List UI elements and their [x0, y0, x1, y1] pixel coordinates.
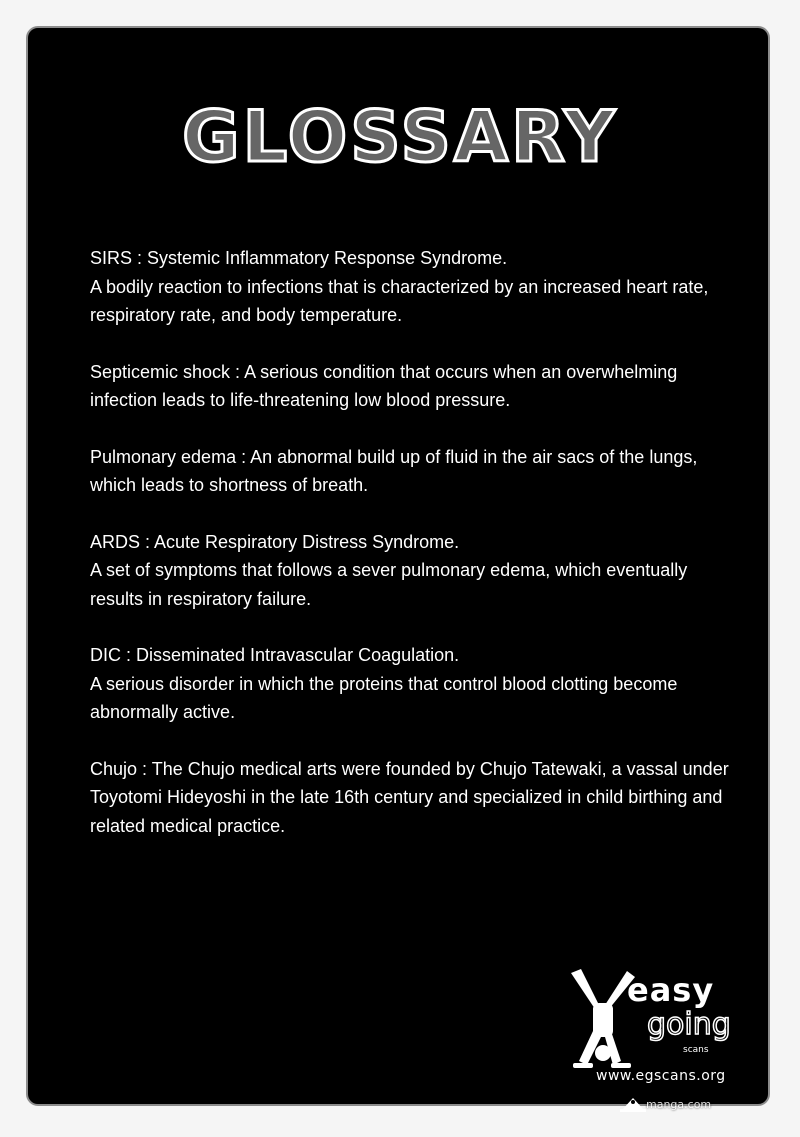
entry-term-line: ARDS : Acute Respiratory Distress Syndrome. — [90, 531, 460, 552]
watermark-text: manga.com — [646, 1098, 712, 1111]
entry-definition: A bodily reaction to infections that is characterized by an increased heart rate, respiratory rate, and body temperature. — [90, 276, 709, 325]
glossary-entry-sirs — [90, 244, 730, 330]
glossary-entry-ards — [90, 528, 730, 614]
logo-word-going: going — [647, 1007, 731, 1042]
glossary-entry-chujo — [90, 755, 730, 841]
entry-definition: Septicemic shock : A serious condition that occurs when an overwhelming infection leads to life-threatening low blood pressure. — [90, 361, 678, 410]
site-url: www.egscans.org — [596, 1068, 726, 1084]
glossary-entry-pulmonary-edema — [90, 443, 730, 500]
logo-word-easy: easy — [627, 971, 715, 1009]
entry-definition: A set of symptoms that follows a sever pulmonary edema, which eventually results in respiratory failure. — [90, 560, 688, 609]
hat-logo-icon — [620, 1094, 646, 1116]
glossary-entry-dic — [90, 641, 730, 727]
page-title: GLOSSARY — [182, 96, 618, 178]
entry-definition: Chujo : The Chujo medical arts were founded by Chujo Tatewaki, a vassal under Toyotomi Hideyoshi in the late 16th century and specialized in child birthing and related medical practice. — [90, 758, 729, 836]
entry-definition: A serious disorder in which the proteins that control blood clotting become abnormally active. — [90, 673, 678, 722]
glossary-entry-septicemic-shock — [90, 358, 730, 415]
entry-definition: Pulmonary edema : An abnormal build up of fluid in the air sacs of the lungs, which leads to shortness of breath. — [90, 446, 698, 495]
entry-term-line: SIRS : Systemic Inflammatory Response Syndrome. — [90, 248, 508, 268]
entry-term-line: DIC : Disseminated Intravascular Coagulation. — [90, 645, 460, 665]
logo-word-scans: scans — [683, 1045, 709, 1055]
watermark — [620, 1092, 770, 1120]
glossary-list — [90, 244, 730, 868]
